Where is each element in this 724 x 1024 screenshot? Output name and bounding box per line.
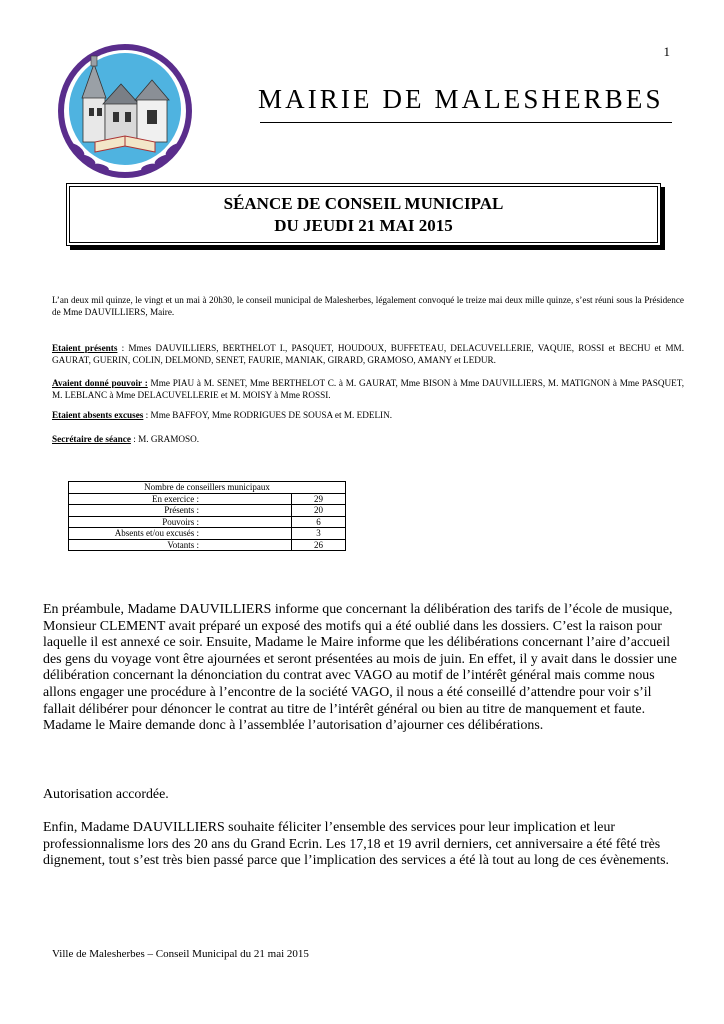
body-paragraph-preamble: En préambule, Madame DAUVILLIERS informe que concernant la délibération des tarifs de l’école de musique, Monsieur CLEMENT avait préparé un exposé des motifs qui a été oublié dans les dossiers. C’est la raison pour laquelle il est annexé ce soir. Ensuite, Madame le Maire informe que les délibérations concernant l’aire d’accueil des gens du voyage vont être ajournées et seront présentées au mois de juin. En effet, il y avait dans le dossier une délibération concernant la dénonciation du contrat avec VAGO au motif de l’intérêt général mais comme nous allons engager une procédure à l’encontre de la société VAGO, il nous a été conseillé d’attendre pour voir s’il fallait délibérer pour dénoncer le contrat au titre de l’intérêt général ou bien au titre de manquement et faute. Madame le Maire demande donc à l’assemblée l’autorisation d’ajourner ces délibérations.	[43, 602, 677, 734]
town-logo	[55, 42, 195, 180]
body-paragraph-congratulations: Enfin, Madame DAUVILLIERS souhaite féliciter l’ensemble des services pour leur implication et leur professionnalisme lors des 20 ans du Grand Ecrin. Les 17,18 et 19 avril derniers, cet anniversaire a été fêté très dignement, tout s’est très bien passé parce que l’implication des services a été là tout au long de ces évènements.	[43, 820, 670, 869]
table-row: Présents : 20	[69, 505, 346, 517]
absent-label: Etaient absents excuses	[52, 410, 144, 420]
powers-list: Mme PIAU à M. SENET, Mme BERTHELOT C. à M. GAURAT, Mme BISON à Mme DAUVILLIERS, M. MATIGNON à Mme PASQUET, M. LEBLANC à Mme DELACUVELLERIE et M. MOISY à Mme ROSSI.	[52, 378, 685, 401]
absent-members	[52, 409, 684, 421]
secretary-label: Secrétaire de séance	[52, 434, 131, 444]
session-title-box	[66, 183, 661, 246]
absent-list: : Mme BAFFOY, Mme RODRIGUES DE SOUSA et M. EDELIN.	[143, 410, 393, 420]
present-members	[52, 342, 684, 366]
council-count-table	[68, 481, 346, 551]
mairie-title: MAIRIE DE MALESHERBES	[258, 84, 664, 114]
body-paragraph-authorization: Autorisation accordée.	[43, 787, 169, 802]
powers-label: Avaient donné pouvoir :	[52, 378, 148, 388]
title-rule	[260, 122, 672, 123]
session-title: SÉANCE DE CONSEIL MUNICIPAL	[223, 193, 504, 213]
session-secretary	[52, 433, 684, 445]
table-row: Votants : 26	[69, 539, 346, 551]
intro-paragraph: L’an deux mil quinze, le vingt et un mai à 20h30, le conseil municipal de Malesherbes, légalement convoqué le treize mai deux mille quinze, s’est réuni sous la Présidence de Mme DAUVILLIERS, Maire.	[52, 295, 684, 318]
proxy-members	[52, 377, 684, 401]
secretary-name: : M. GRAMOSO.	[130, 434, 200, 444]
table-row: Absents et/ou excusés : 3	[69, 528, 346, 540]
table-row: Pouvoirs : 6	[69, 516, 346, 528]
session-date: DU JEUDI 21 MAI 2015	[274, 215, 453, 235]
present-list: : Mmes DAUVILLIERS, BERTHELOT I., PASQUET, HOUDOUX, BUFFETEAU, DELACUVELLERIE, VAQUIE, ROSSI et BECHU et MM. GAURAT, GUERIN, COLIN, DELMOND, SENET, FAURIE, MANIAK, GIRARD, GRAMOSO, AMANY et LEDUR.	[52, 343, 684, 366]
present-label: Etaient présents	[52, 343, 118, 353]
table-row: En exercice : 29	[69, 493, 346, 505]
page-footer: Ville de Malesherbes – Conseil Municipal du 21 mai 2015	[52, 948, 309, 960]
table-header: Nombre de conseillers municipaux	[69, 482, 346, 494]
page-number: 1	[663, 44, 670, 59]
